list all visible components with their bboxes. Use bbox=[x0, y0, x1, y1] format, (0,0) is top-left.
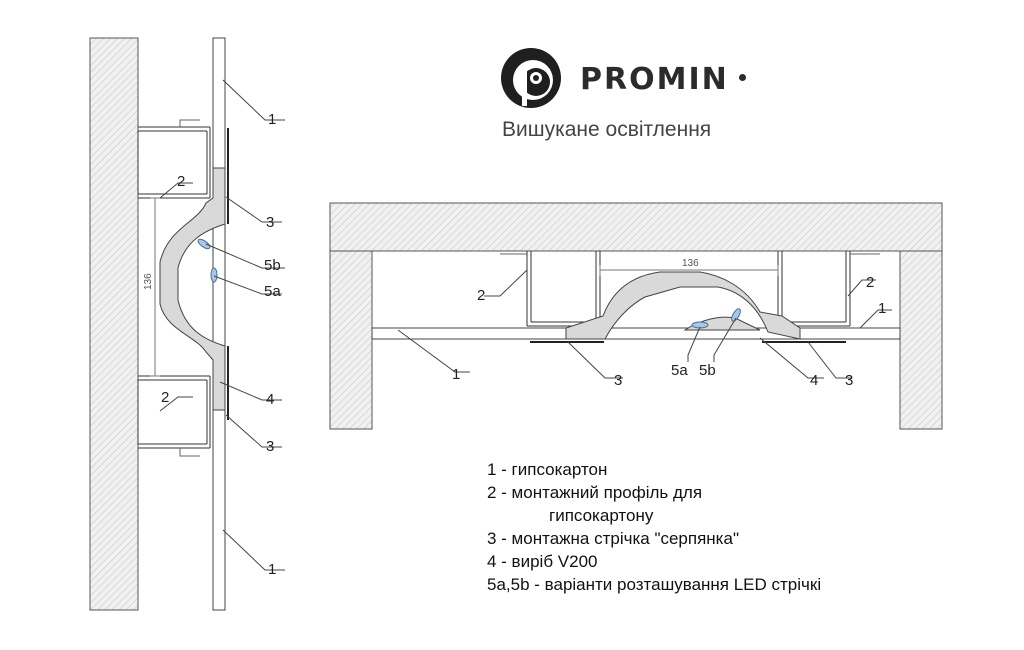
legend bbox=[487, 458, 821, 596]
right-callout: 2 bbox=[866, 274, 875, 291]
left-led-5b bbox=[197, 238, 212, 251]
ceiling-drywall-board bbox=[372, 328, 900, 339]
brand-dot bbox=[739, 74, 746, 81]
left-column-hatch bbox=[330, 251, 372, 429]
right-profile-left bbox=[500, 251, 600, 326]
right-column-hatch bbox=[900, 251, 942, 429]
left-callout: 2 bbox=[161, 389, 170, 406]
brand-name: PROMIN bbox=[580, 62, 729, 97]
left-callout: 3 bbox=[266, 214, 275, 231]
left-callout: 5b bbox=[264, 257, 281, 274]
left-wall-hatch bbox=[90, 38, 138, 610]
right-callout: 1 bbox=[878, 300, 887, 317]
legend-item: 3 - монтажна стрічка "серпянка" bbox=[487, 529, 739, 548]
ceiling-slab-hatch bbox=[330, 203, 942, 251]
left-callout: 1 bbox=[268, 561, 277, 578]
promin-logo-icon bbox=[501, 48, 561, 108]
right-callout: 1 bbox=[452, 366, 461, 383]
legend-item: гипсокартону bbox=[549, 506, 654, 525]
right-callout: 2 bbox=[477, 287, 486, 304]
left-callout: 2 bbox=[177, 173, 186, 190]
left-dimension-text: 136 bbox=[143, 273, 154, 290]
legend-item: 4 - виріб V200 bbox=[487, 552, 598, 571]
right-callout: 4 bbox=[810, 372, 819, 389]
left-callout: 3 bbox=[266, 438, 275, 455]
left-callout: 1 bbox=[268, 111, 277, 128]
left-callout: 4 bbox=[266, 391, 275, 408]
left-section-view bbox=[90, 38, 285, 610]
left-led-5a bbox=[211, 268, 217, 282]
legend-item: 5a,5b - варіанти розташування LED стрічкі bbox=[487, 575, 822, 594]
left-profile-bottom bbox=[138, 376, 210, 456]
left-drywall-board bbox=[213, 38, 225, 610]
right-dimension-text: 136 bbox=[682, 258, 699, 269]
brand-tagline: Вишукане освітлення bbox=[502, 118, 712, 141]
left-callout: 5a bbox=[264, 283, 281, 300]
right-callout: 3 bbox=[614, 372, 623, 389]
legend-item: 1 - гипсокартон bbox=[487, 460, 608, 479]
legend-item: 2 - монтажний профіль для bbox=[487, 483, 703, 502]
right-profile-right bbox=[778, 251, 880, 326]
right-callout: 5b bbox=[699, 362, 716, 379]
right-section-view bbox=[330, 203, 942, 429]
right-callout: 5a bbox=[671, 362, 688, 379]
right-callout: 3 bbox=[845, 372, 854, 389]
